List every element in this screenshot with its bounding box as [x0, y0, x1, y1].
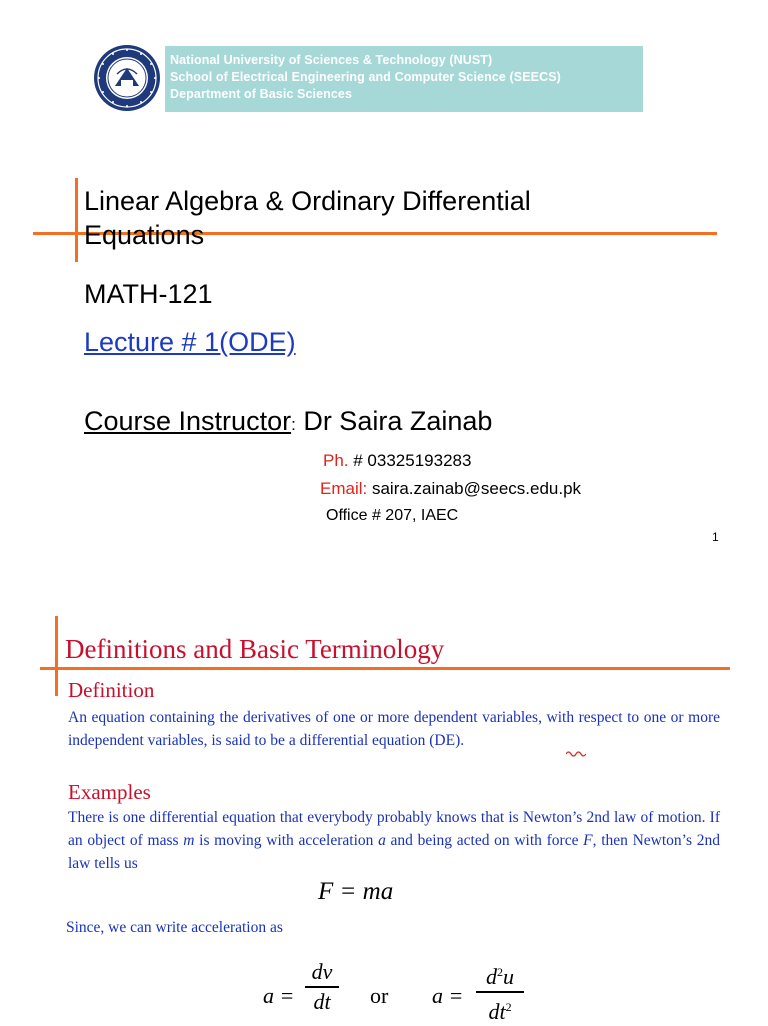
banner-department: Department of Basic Sciences — [170, 87, 353, 101]
newton-equation: F = ma — [318, 878, 394, 905]
eq2-numerator — [476, 958, 524, 991]
eq1-numerator: dv — [311, 959, 333, 984]
examples-text-part: , then Newton’s 2nd law tells us — [68, 832, 720, 872]
eq1-fraction — [305, 958, 339, 1016]
instructor-name: Dr Saira Zainab — [295, 406, 493, 436]
or-text: or — [370, 983, 389, 1008]
eq1-lhs: a = — [263, 983, 295, 1008]
title-accent-vertical — [75, 178, 78, 262]
office-line: Office # 207, IAEC — [326, 507, 459, 524]
examples-text-part: is moving with acceleration — [194, 832, 379, 849]
slide2-accent-vertical — [55, 616, 58, 696]
spellcheck-squiggle — [566, 750, 586, 758]
banner-university: National University of Sciences & Technology (NUST) — [170, 53, 493, 67]
var-a: a — [378, 832, 386, 849]
instructor-colon: : — [291, 415, 296, 434]
definition-heading: Definition — [68, 678, 155, 702]
email-label: Email: — [320, 479, 368, 498]
examples-text-part: There is one differential equation that everybody probably knows that is Newton’s 2nd law of motion. If an object of mass — [68, 809, 720, 849]
definition-text: An equation containing the derivatives of one or more dependent variables, with respect to one or more independent variables, is said to be a differential equation (DE). — [68, 709, 720, 749]
eq2-fraction — [476, 958, 524, 1026]
email-line — [320, 478, 581, 500]
course-code: MATH-121 — [84, 279, 213, 309]
var-m: m — [183, 832, 195, 849]
examples-heading: Examples — [68, 780, 151, 804]
banner-school: School of Electrical Engineering and Computer Science (SEECS) — [170, 70, 561, 84]
phone-label: Ph. — [323, 451, 349, 470]
eq1-denominator: dt — [313, 988, 331, 1014]
examples-text — [68, 806, 720, 875]
slide2-title: Definitions and Basic Terminology — [65, 634, 445, 664]
examples-text-part: and being acted on with force — [385, 832, 584, 849]
eq2-den-var: dt — [488, 998, 506, 1024]
eq2-lhs: a = — [432, 983, 464, 1008]
eq2-den-exponent: 2 — [505, 999, 512, 1014]
instructor-label: Course Instructor — [84, 406, 292, 436]
institution-banner — [165, 46, 643, 112]
email-value[interactable]: saira.zainab@seecs.edu.pk — [367, 479, 582, 498]
page-number: 1 — [712, 530, 719, 544]
var-f: F — [583, 832, 593, 849]
phone-value: # 03325193283 — [348, 451, 472, 470]
since-text: Since, we can write acceleration as — [66, 919, 283, 936]
eq2-num-d: d — [486, 964, 497, 989]
eq2-num-exponent: 2 — [497, 965, 503, 979]
course-title: Linear Algebra & Ordinary Differential Equations — [84, 186, 531, 250]
phone-line — [323, 450, 471, 472]
lecture-link[interactable]: Lecture # 1(ODE) — [84, 327, 296, 357]
eq2-denominator — [476, 993, 524, 1026]
instructor-line — [84, 404, 492, 442]
nust-crest-icon — [93, 44, 161, 112]
slide2-accent-horizontal — [40, 667, 730, 670]
eq2-num-var: u — [503, 964, 514, 989]
